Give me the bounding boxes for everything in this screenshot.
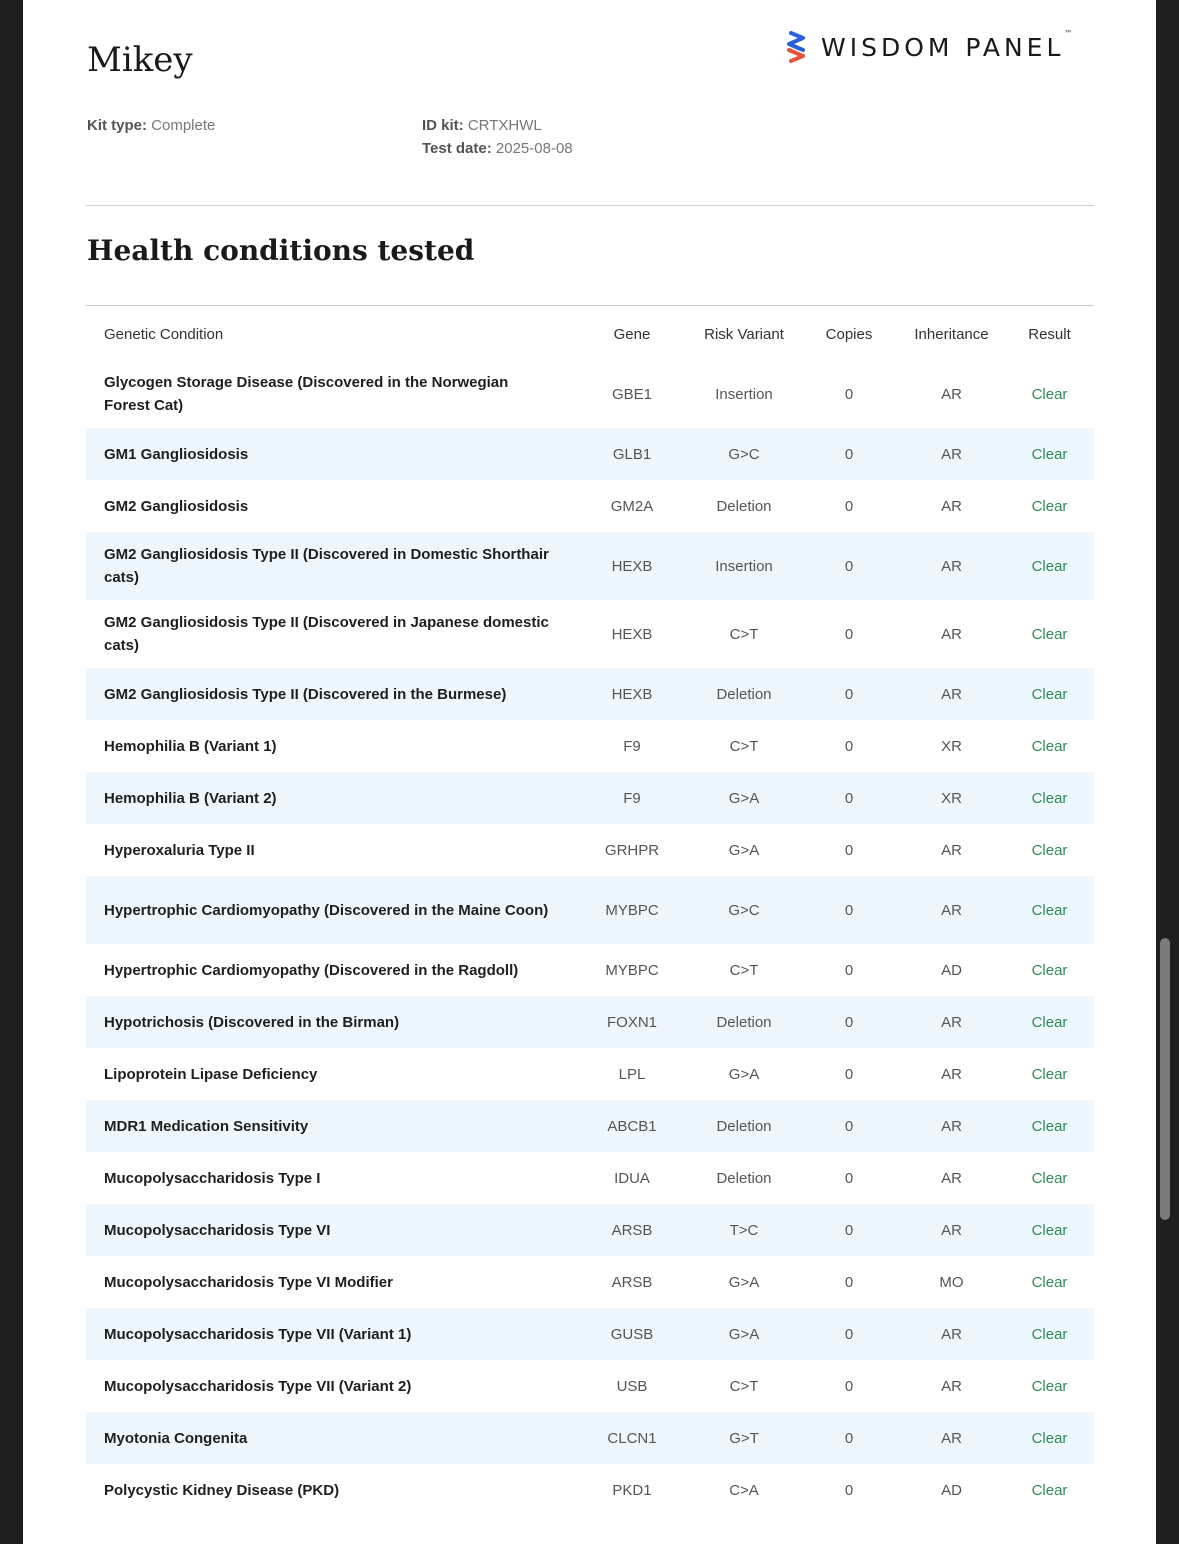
inheritance-cell: AR — [898, 1204, 1005, 1256]
gene-cell: GRHPR — [604, 841, 660, 859]
copies-cell: 0 — [844, 1481, 854, 1499]
variant-cell: Deletion — [716, 497, 772, 515]
result-cell: Clear — [1005, 876, 1094, 944]
scrollbar-track[interactable] — [1156, 0, 1179, 1544]
gene-cell: F9 — [576, 772, 688, 824]
header-gene: Gene — [613, 325, 651, 343]
copies-cell: 0 — [800, 1412, 898, 1464]
result-cell: Clear — [1031, 841, 1068, 859]
table-row — [86, 532, 1094, 600]
result-cell: Clear — [1005, 772, 1094, 824]
gene-cell: ARSB — [611, 1273, 653, 1291]
condition-cell: GM2 Gangliosidosis Type II (Discovered in Japanese domestic cats) — [104, 614, 549, 654]
inheritance-cell: AR — [941, 497, 962, 515]
result-cell: Clear — [1005, 1204, 1094, 1256]
condition-cell: Mucopolysaccharidosis Type VII (Variant 1) — [86, 1308, 576, 1360]
result-cell: Clear — [1005, 668, 1094, 720]
gene-cell: PKD1 — [612, 1481, 652, 1499]
variant-cell: T>C — [688, 1204, 800, 1256]
condition-cell: Mucopolysaccharidosis Type VI — [86, 1204, 576, 1256]
variant-cell: G>A — [688, 772, 800, 824]
table-row — [86, 1100, 1094, 1152]
gene-cell: MYBPC — [576, 876, 688, 944]
condition-cell: Polycystic Kidney Disease (PKD) — [104, 1481, 340, 1499]
gene-cell: MYBPC — [605, 961, 659, 979]
condition-cell: Mucopolysaccharidosis Type I — [104, 1169, 321, 1187]
variant-cell: Deletion — [688, 668, 800, 720]
gene-cell: GM2A — [610, 497, 654, 515]
inheritance-cell: AR — [898, 1412, 1005, 1464]
inheritance-cell: AR — [898, 532, 1005, 600]
copies-cell: 0 — [844, 1065, 854, 1083]
copies-cell: 0 — [800, 1204, 898, 1256]
header-genetic-condition: Genetic Condition — [104, 325, 224, 343]
table-row — [86, 1048, 1094, 1100]
variant-cell: Insertion — [715, 385, 773, 403]
inheritance-cell: AR — [898, 876, 1005, 944]
result-cell: Clear — [1005, 532, 1094, 600]
result-cell: Clear — [1031, 1481, 1068, 1499]
copies-cell: 0 — [844, 1169, 854, 1187]
scrollbar-thumb[interactable] — [1160, 938, 1170, 1220]
result-cell: Clear — [1005, 1308, 1094, 1360]
brand-name: WISDOM PANEL™ — [821, 28, 1073, 62]
gene-cell: GUSB — [576, 1308, 688, 1360]
table-row — [86, 1308, 1094, 1360]
pet-name: Mikey — [87, 40, 193, 80]
inheritance-cell: AD — [941, 1481, 962, 1499]
report-page — [23, 0, 1156, 1544]
variant-cell: Deletion — [688, 996, 800, 1048]
condition-cell: GM2 Gangliosidosis — [104, 497, 249, 515]
gene-cell: HEXB — [576, 532, 688, 600]
variant-cell: G>A — [728, 841, 760, 859]
condition-cell: Hypertrophic Cardiomyopathy (Discovered in the Maine Coon) — [86, 876, 576, 944]
brand-logo — [783, 30, 1072, 64]
gene-cell: ABCB1 — [576, 1100, 688, 1152]
table-row — [86, 720, 1094, 772]
header-copies: Copies — [825, 325, 873, 343]
copies-cell: 0 — [800, 428, 898, 480]
gene-cell: ARSB — [576, 1204, 688, 1256]
condition-cell: Myotonia Congenita — [86, 1412, 576, 1464]
condition-cell: Hypertrophic Cardiomyopathy (Discovered in the Ragdoll) — [104, 961, 519, 979]
condition-cell: Lipoprotein Lipase Deficiency — [104, 1065, 318, 1083]
inheritance-cell: AR — [898, 996, 1005, 1048]
copies-cell: 0 — [844, 1273, 854, 1291]
table-row — [86, 600, 1094, 668]
copies-cell: 0 — [844, 1377, 854, 1395]
gene-cell: HEXB — [611, 625, 653, 643]
header-inheritance: Inheritance — [914, 325, 989, 343]
id-kit: ID kit: CRTXHWL — [422, 117, 542, 134]
table-row — [86, 668, 1094, 720]
inheritance-cell: AR — [941, 625, 962, 643]
variant-cell: Insertion — [688, 532, 800, 600]
wisdom-panel-logo-icon — [783, 30, 809, 64]
condition-cell: Hemophilia B (Variant 1) — [104, 737, 277, 755]
result-cell: Clear — [1031, 961, 1068, 979]
gene-cell: HEXB — [576, 668, 688, 720]
header-risk-variant: Risk Variant — [704, 325, 784, 343]
table-row — [86, 876, 1094, 944]
table-row — [86, 1204, 1094, 1256]
table-row — [86, 360, 1094, 428]
table-row — [86, 944, 1094, 996]
variant-cell: G>A — [688, 1308, 800, 1360]
result-cell: Clear — [1031, 497, 1068, 515]
inheritance-cell: MO — [939, 1273, 964, 1291]
variant-cell: G>A — [728, 1065, 760, 1083]
variant-cell: C>T — [729, 625, 759, 643]
condition-cell: Mucopolysaccharidosis Type VI Modifier — [104, 1273, 393, 1291]
gene-cell: USB — [616, 1377, 648, 1395]
gene-cell: IDUA — [614, 1169, 650, 1187]
table-row — [86, 824, 1094, 876]
result-cell: Clear — [1031, 1377, 1068, 1395]
table-header-row — [86, 308, 1094, 360]
variant-cell: Deletion — [716, 1169, 772, 1187]
variant-cell: C>A — [729, 1481, 759, 1499]
variant-cell: C>T — [729, 961, 759, 979]
copies-cell: 0 — [800, 1100, 898, 1152]
gene-cell: FOXN1 — [576, 996, 688, 1048]
condition-cell: GM1 Gangliosidosis — [86, 428, 576, 480]
copies-cell: 0 — [844, 625, 854, 643]
inheritance-cell: AR — [898, 668, 1005, 720]
result-cell: Clear — [1031, 625, 1068, 643]
copies-cell: 0 — [844, 385, 854, 403]
result-cell: Clear — [1031, 1169, 1068, 1187]
section-divider — [86, 205, 1094, 206]
result-cell: Clear — [1031, 385, 1068, 403]
table-row — [86, 1152, 1094, 1204]
result-cell: Clear — [1031, 1273, 1068, 1291]
inheritance-cell: AR — [941, 841, 962, 859]
gene-cell: CLCN1 — [576, 1412, 688, 1464]
table-row — [86, 1360, 1094, 1412]
copies-cell: 0 — [800, 772, 898, 824]
table-row — [86, 1256, 1094, 1308]
inheritance-cell: AR — [941, 1065, 962, 1083]
copies-cell: 0 — [800, 668, 898, 720]
result-cell: Clear — [1031, 1065, 1068, 1083]
result-cell: Clear — [1005, 428, 1094, 480]
inheritance-cell: AR — [898, 428, 1005, 480]
gene-cell: GLB1 — [576, 428, 688, 480]
health-conditions-table — [86, 308, 1094, 1516]
variant-cell: Deletion — [688, 1100, 800, 1152]
condition-cell: Mucopolysaccharidosis Type VII (Variant 2) — [104, 1377, 412, 1395]
kit-type: Kit type: Complete — [87, 117, 216, 134]
kit-info — [422, 114, 573, 160]
gene-cell: LPL — [618, 1065, 646, 1083]
inheritance-cell: AD — [941, 961, 962, 979]
table-divider — [86, 305, 1094, 306]
condition-cell: GM2 Gangliosidosis Type II (Discovered in the Burmese) — [86, 668, 576, 720]
table-row — [86, 480, 1094, 532]
copies-cell: 0 — [800, 1308, 898, 1360]
table-row — [86, 996, 1094, 1048]
inheritance-cell: AR — [941, 1377, 962, 1395]
variant-cell: C>T — [729, 1377, 759, 1395]
copies-cell: 0 — [800, 996, 898, 1048]
variant-cell: G>T — [688, 1412, 800, 1464]
variant-cell: G>C — [688, 428, 800, 480]
variant-cell: G>C — [688, 876, 800, 944]
copies-cell: 0 — [844, 841, 854, 859]
table-row — [86, 428, 1094, 480]
inheritance-cell: XR — [898, 772, 1005, 824]
copies-cell: 0 — [844, 961, 854, 979]
copies-cell: 0 — [800, 876, 898, 944]
copies-cell: 0 — [800, 532, 898, 600]
copies-cell: 0 — [844, 497, 854, 515]
result-cell: Clear — [1005, 1100, 1094, 1152]
condition-cell: Hyperoxaluria Type II — [104, 841, 255, 859]
inheritance-cell: AR — [941, 385, 962, 403]
inheritance-cell: AR — [941, 1169, 962, 1187]
section-title: Health conditions tested — [87, 234, 475, 267]
result-cell: Clear — [1031, 737, 1068, 755]
table-row — [86, 772, 1094, 824]
test-date: Test date: 2025-08-08 — [422, 140, 573, 157]
variant-cell: G>A — [728, 1273, 760, 1291]
copies-cell: 0 — [844, 737, 854, 755]
condition-cell: GM2 Gangliosidosis Type II (Discovered in Domestic Shorthair cats) — [86, 532, 576, 600]
table-body — [86, 360, 1094, 1516]
gene-cell: F9 — [623, 737, 641, 755]
result-cell: Clear — [1005, 1412, 1094, 1464]
variant-cell: C>T — [729, 737, 759, 755]
condition-cell: Hypotrichosis (Discovered in the Birman) — [86, 996, 576, 1048]
table-row — [86, 1464, 1094, 1516]
condition-cell: Hemophilia B (Variant 2) — [86, 772, 576, 824]
inheritance-cell: AR — [898, 1100, 1005, 1152]
header-result: Result — [1028, 325, 1071, 343]
inheritance-cell: AR — [898, 1308, 1005, 1360]
result-cell: Clear — [1005, 996, 1094, 1048]
condition-cell: Glycogen Storage Disease (Discovered in the Norwegian Forest Cat) — [104, 374, 509, 414]
inheritance-cell: XR — [941, 737, 962, 755]
condition-cell: MDR1 Medication Sensitivity — [86, 1100, 576, 1152]
table-row — [86, 1412, 1094, 1464]
gene-cell: GBE1 — [611, 385, 653, 403]
